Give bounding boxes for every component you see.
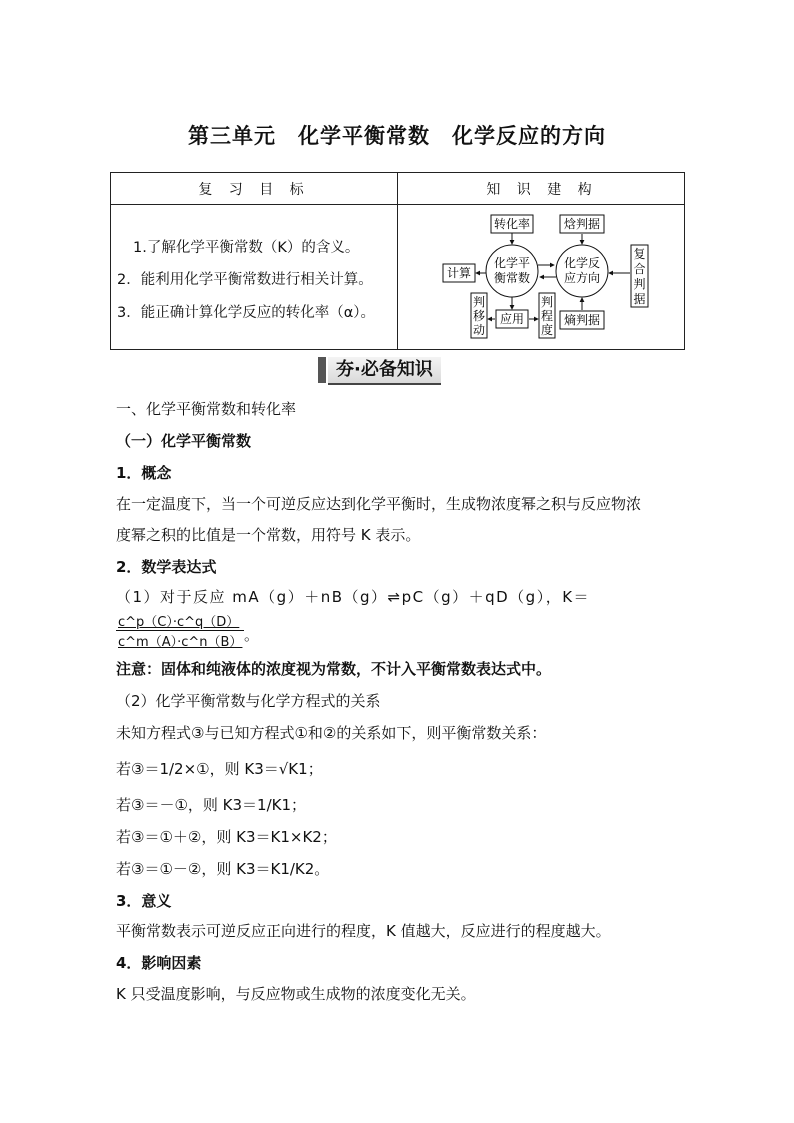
box-combined-2: 合 bbox=[633, 262, 646, 276]
relation-subtitle: （2）化学平衡常数与化学方程式的关系 bbox=[116, 692, 381, 710]
box-shift-1: 判 bbox=[472, 295, 486, 309]
goal-2: 2．能利用化学平衡常数进行相关计算。 bbox=[117, 272, 373, 288]
table-header-goals: 复 习 目 标 bbox=[198, 182, 310, 198]
box-enthalpy: 焓判据 bbox=[563, 217, 601, 231]
reaction-equation: （1）对于反应 mA（g）＋nB（g）⇌pC（g）＋qD（g），K＝ bbox=[116, 588, 591, 606]
goal-1: 1.了解化学平衡常数（K）的含义。 bbox=[133, 240, 360, 256]
relation-2: 若③＝－①，则 K3＝1/K1； bbox=[116, 796, 307, 814]
goal-3: 3．能正确计算化学反应的转化率（α）。 bbox=[117, 305, 376, 321]
box-conversion: 转化率 bbox=[493, 217, 531, 231]
circle-equilibrium-line1: 化学平 bbox=[493, 256, 531, 270]
box-combined-4: 据 bbox=[633, 292, 646, 306]
box-combined-3: 判 bbox=[633, 277, 646, 291]
heading-2: （一）化学平衡常数 bbox=[116, 432, 252, 450]
meaning-title: 3．意义 bbox=[116, 892, 172, 910]
box-shift-3: 动 bbox=[472, 323, 486, 337]
section-header-label: 夯·必备知识 bbox=[328, 357, 441, 385]
meaning-text: 平衡常数表示可逆反应正向进行的程度，K 值越大，反应进行的程度越大。 bbox=[116, 922, 611, 940]
relation-3: 若③＝①＋②，则 K3＝K1×K2； bbox=[116, 828, 337, 846]
box-degree-1: 判 bbox=[540, 295, 554, 309]
table-header-structure: 知 识 建 构 bbox=[486, 182, 598, 198]
knowledge-structure-diagram bbox=[441, 213, 656, 341]
circle-direction-line2: 应方向 bbox=[563, 271, 601, 285]
box-calc: 计算 bbox=[446, 266, 472, 280]
concept-text-1: 在一定温度下，当一个可逆反应达到化学平衡时，生成物浓度幂之积与反应物浓 bbox=[116, 495, 642, 513]
concept-text-2: 度幂之积的比值是一个常数，用符号 K 表示。 bbox=[116, 526, 421, 544]
relation-4: 若③＝①－②，则 K3＝K1/K2。 bbox=[116, 860, 330, 878]
k-expression-fraction bbox=[116, 611, 244, 650]
box-degree-2: 程 bbox=[540, 309, 554, 323]
circle-equilibrium-line2: 衡常数 bbox=[493, 271, 531, 285]
heading-1: 一、化学平衡常数和转化率 bbox=[116, 400, 297, 418]
relation-intro: 未知方程式③与已知方程式①和②的关系如下，则平衡常数关系： bbox=[116, 724, 547, 742]
circle-direction-line1: 化学反 bbox=[563, 256, 601, 270]
note: 注意：固体和纯液体的浓度视为常数，不计入平衡常数表达式中。 bbox=[116, 660, 552, 678]
k-denominator: c^m（A）·c^n（B） bbox=[118, 635, 243, 650]
concept-title: 1．概念 bbox=[116, 464, 172, 482]
review-table bbox=[110, 172, 685, 350]
box-shift-2: 移 bbox=[472, 309, 486, 323]
box-apply: 应用 bbox=[499, 312, 525, 326]
box-entropy: 熵判据 bbox=[563, 313, 601, 327]
relation-1: 若③＝1/2×①，则 K3＝√K1； bbox=[116, 760, 323, 778]
box-combined-1: 复 bbox=[633, 247, 646, 261]
k-numerator: c^p（C）·c^q（D） bbox=[116, 611, 244, 631]
factors-text: K 只受温度影响，与反应物或生成物的浓度变化无关。 bbox=[116, 985, 476, 1003]
box-degree-3: 度 bbox=[540, 323, 554, 337]
factors-title: 4．影响因素 bbox=[116, 954, 202, 972]
expression-title: 2．数学表达式 bbox=[116, 558, 217, 576]
page-title: 第三单元 化学平衡常数 化学反应的方向 bbox=[188, 124, 606, 148]
